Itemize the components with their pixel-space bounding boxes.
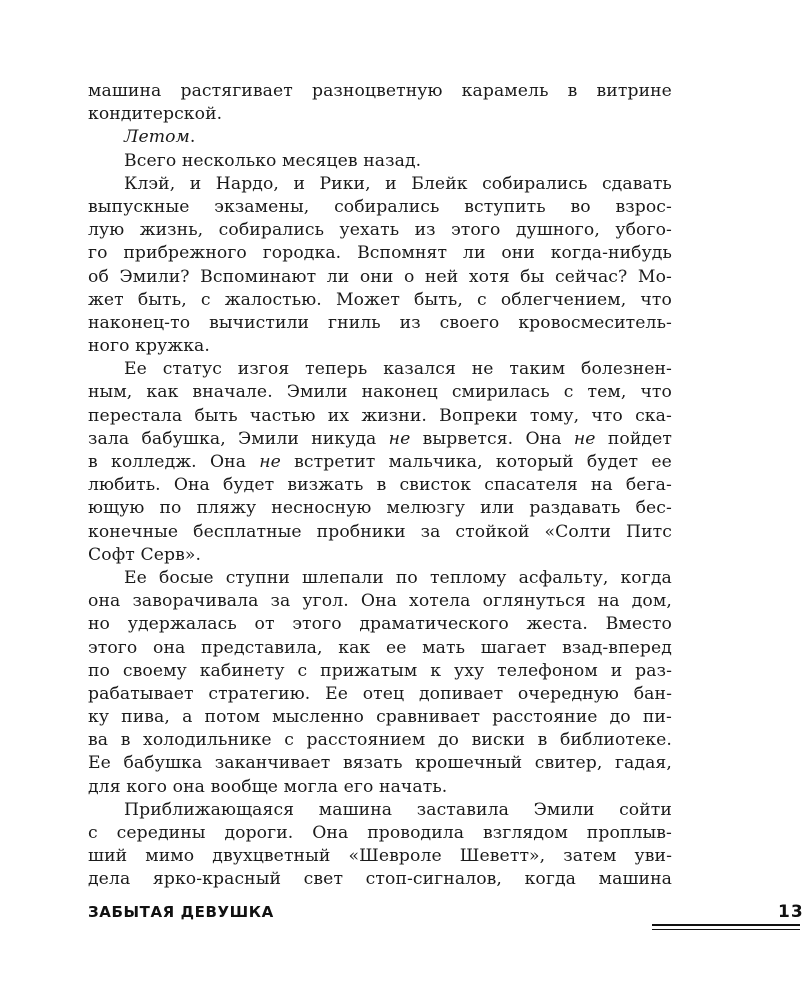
text-line — [88, 266, 672, 289]
word: и — [610, 660, 623, 681]
word: они — [501, 243, 535, 264]
word: по — [395, 567, 418, 588]
word: Эмили — [238, 428, 299, 449]
word: взглядом — [483, 823, 568, 843]
text-line — [88, 428, 672, 451]
word: болезнен- — [581, 359, 672, 380]
word: не — [388, 428, 411, 449]
word: бабушка, — [141, 428, 226, 449]
word: тому, — [529, 405, 580, 426]
word: до — [437, 730, 460, 751]
word: выпускные — [88, 196, 190, 217]
word: бес- — [635, 498, 672, 519]
word: не — [471, 359, 494, 380]
footer-rule-thin — [652, 929, 800, 930]
word: колледж. — [110, 452, 197, 472]
word: свитер, — [534, 753, 603, 774]
word: теплому — [429, 567, 507, 588]
word: в — [376, 475, 387, 496]
word: ска- — [635, 405, 672, 426]
word: с — [563, 382, 574, 403]
word: из — [414, 220, 436, 241]
word: мелюзгу — [386, 498, 466, 519]
word: с — [88, 823, 98, 843]
word: «Шевроле — [348, 846, 442, 867]
word: холодильнике — [143, 730, 272, 751]
word: Ее — [124, 567, 147, 588]
word: Она — [312, 823, 349, 843]
word: ярко-красный — [152, 869, 282, 890]
word: раз- — [635, 660, 672, 681]
word: двухцветный — [212, 846, 331, 867]
word: дороги. — [224, 823, 294, 843]
word: кружка. — [135, 336, 210, 357]
word: любить. — [88, 475, 161, 496]
word: никуда — [311, 428, 377, 449]
word: своему — [122, 660, 187, 681]
page-footer — [88, 900, 804, 932]
word: раздавать — [529, 498, 621, 519]
word: когда — [524, 869, 577, 890]
word: пляжу — [196, 498, 257, 519]
word: и — [189, 173, 202, 194]
text-line — [88, 521, 672, 544]
text-line — [88, 822, 672, 845]
word: ного — [88, 336, 130, 357]
word: несносную — [271, 498, 372, 519]
word: таким — [509, 359, 566, 380]
word: статус — [162, 359, 222, 380]
word: Вспоминают — [200, 266, 317, 287]
word: в — [120, 730, 131, 751]
word: но — [88, 614, 111, 635]
word: в — [88, 452, 98, 472]
word: драматического — [359, 614, 509, 635]
word: Она — [360, 591, 397, 612]
text-line — [88, 335, 672, 358]
word: уху — [454, 660, 485, 681]
word: жеста. — [526, 614, 588, 635]
word: ней — [424, 266, 459, 287]
word: крошечный — [415, 753, 523, 774]
word: назад. — [363, 150, 422, 171]
word: смирилась — [451, 382, 550, 403]
word: сравнивает — [376, 707, 481, 728]
text-line — [88, 497, 672, 520]
word: и — [293, 173, 306, 194]
word: шлепали — [301, 567, 384, 588]
word: Вместо — [605, 614, 672, 635]
word: асфальту, — [518, 567, 609, 588]
word: пи- — [642, 707, 672, 728]
word: заворачивала — [132, 591, 259, 612]
word: собирались — [482, 173, 588, 194]
word: как — [338, 637, 371, 658]
text-line — [88, 567, 672, 590]
word: для — [88, 776, 121, 797]
word: из — [399, 312, 421, 333]
word: затем — [563, 846, 617, 867]
word: быть — [194, 405, 238, 426]
word: по — [88, 660, 111, 681]
word: об — [88, 266, 109, 287]
text-line — [88, 126, 672, 149]
word: во — [570, 196, 591, 217]
word: и — [385, 173, 397, 194]
word: расстояние — [492, 707, 598, 728]
word: кого — [126, 776, 168, 797]
word: тем, — [587, 382, 627, 403]
word: телефоном — [497, 660, 598, 681]
text-line — [88, 196, 672, 219]
word: вступить — [464, 196, 546, 217]
text-line — [88, 752, 672, 775]
word: взад-вперед — [562, 637, 672, 658]
word: гадая, — [614, 753, 672, 774]
word: пробники — [316, 521, 406, 542]
word: уви- — [634, 846, 672, 867]
word: кабинету — [199, 660, 285, 681]
word: витрине — [596, 81, 672, 101]
word: разноцветную — [311, 81, 443, 101]
word: рабатывает — [88, 683, 194, 704]
body-text — [88, 80, 672, 892]
word: Ее — [88, 753, 111, 774]
word: ным, — [88, 382, 133, 403]
word: бан- — [633, 683, 672, 704]
word: босые — [158, 567, 214, 588]
word: очередную — [517, 683, 619, 704]
text-line — [88, 590, 672, 613]
word: ли — [462, 243, 486, 264]
word: проплыв- — [586, 823, 672, 843]
word: сдавать — [601, 173, 672, 194]
word: не — [573, 428, 596, 449]
word: когда-нибудь — [550, 243, 672, 264]
word: бега- — [625, 475, 672, 496]
word: уехать — [339, 220, 400, 241]
word: взрос- — [615, 196, 672, 217]
word: вязать — [342, 753, 403, 774]
word: стойкой — [455, 521, 530, 542]
text-line — [88, 845, 672, 868]
word: жет — [88, 289, 124, 310]
word: кондитерской. — [88, 104, 223, 125]
word: сойти — [619, 799, 672, 820]
word: на — [590, 475, 613, 496]
word: жизни. — [361, 405, 427, 426]
word: от — [254, 614, 275, 635]
word: собирались — [218, 220, 325, 241]
word: прибрежного — [123, 243, 247, 264]
word: потом — [204, 707, 261, 728]
word: растягивает — [180, 81, 293, 101]
word: заставила — [416, 799, 509, 820]
word: на — [597, 591, 620, 612]
word: Софт — [88, 544, 135, 565]
text-line — [88, 474, 672, 497]
word: Эмили — [286, 382, 348, 403]
text-line — [88, 358, 672, 381]
word: могла — [283, 776, 339, 797]
word: ступни — [225, 567, 290, 588]
text-line — [88, 80, 672, 103]
running-head: ЗАБЫТАЯ ДЕВУШКА — [88, 903, 274, 921]
word: в — [567, 81, 578, 101]
word: ее — [651, 452, 672, 472]
word: Питс — [625, 521, 672, 542]
word: что — [640, 382, 672, 403]
text-line — [88, 451, 672, 474]
word: или — [480, 498, 515, 519]
word: зала — [88, 428, 130, 449]
word: а — [182, 707, 193, 728]
word: оглянуться — [482, 591, 586, 612]
word: дела — [88, 869, 131, 890]
word: который — [495, 452, 574, 472]
word: за — [420, 521, 441, 542]
text-line — [88, 405, 672, 428]
word: хотела — [409, 591, 471, 612]
word: собирались — [334, 196, 440, 217]
word: Она — [525, 428, 562, 449]
word: мать — [422, 637, 466, 658]
word: свисток — [399, 475, 472, 496]
word: Рики, — [319, 173, 371, 194]
word: частью — [249, 405, 316, 426]
word: лую — [88, 220, 125, 241]
word: машина — [318, 799, 393, 820]
word: к — [430, 660, 442, 681]
word: отец — [362, 683, 405, 704]
word: конечные — [88, 521, 179, 542]
word: теперь — [305, 359, 368, 380]
word: несколько — [181, 150, 277, 171]
word: месяцев — [282, 150, 358, 171]
word: гниль — [328, 312, 381, 333]
word: Мо- — [637, 266, 672, 287]
text-line — [88, 544, 672, 567]
page-number: 13 — [778, 902, 804, 922]
word: шагает — [480, 637, 547, 658]
word: будет — [586, 452, 639, 472]
word: бы — [520, 266, 545, 287]
word: этого — [451, 220, 501, 241]
word: Может — [335, 289, 400, 310]
text-line — [88, 289, 672, 312]
word: вначале. — [192, 382, 273, 403]
word: мысленно — [272, 707, 364, 728]
word: их — [327, 405, 350, 426]
word: свет — [303, 869, 344, 890]
word: казался — [383, 359, 456, 380]
word: машина — [88, 81, 162, 101]
word: Всего — [124, 150, 177, 171]
word: этого — [292, 614, 342, 635]
text-line — [88, 776, 672, 799]
word: Летом. — [124, 127, 196, 148]
word: карамель — [461, 81, 549, 101]
word: ли — [326, 266, 350, 287]
word: допивает — [418, 683, 504, 704]
word: бабушка — [123, 753, 203, 774]
word: Серв». — [140, 544, 202, 565]
word: Вопреки — [439, 405, 518, 426]
word: вырвется. — [422, 428, 514, 449]
word: Блейк — [411, 173, 468, 194]
word: с — [297, 660, 308, 681]
word: с — [284, 730, 294, 751]
word: стоп-сигналов, — [365, 869, 502, 890]
word: пойдет — [607, 428, 672, 449]
text-line — [88, 637, 672, 660]
word: стратегию. — [208, 683, 311, 704]
word: за — [270, 591, 291, 612]
word: своего — [439, 312, 500, 333]
word: с — [200, 289, 211, 310]
word: будет — [223, 475, 275, 496]
word: дом, — [631, 591, 672, 612]
word: городка. — [262, 243, 342, 264]
text-line — [88, 312, 672, 335]
text-line — [88, 729, 672, 752]
text-line — [88, 242, 672, 265]
word: библиотеке. — [559, 730, 672, 751]
word: ку — [88, 707, 110, 728]
word: наконец-то — [88, 312, 191, 333]
word: быть, — [137, 289, 187, 310]
word: ва — [88, 730, 109, 751]
word: в — [537, 730, 548, 751]
word: когда — [620, 567, 672, 588]
word: машина — [598, 869, 672, 890]
word: Шеветт», — [459, 846, 546, 867]
word: удержалась — [127, 614, 237, 635]
word: «Солти — [544, 521, 612, 542]
word: вычистили — [209, 312, 310, 333]
word: виски — [471, 730, 526, 751]
word: пива, — [121, 707, 170, 728]
word: Она — [173, 475, 210, 496]
word: Вспомнят — [357, 243, 448, 264]
word: середины — [116, 823, 206, 843]
word: начать. — [379, 776, 448, 797]
word: Ее — [325, 683, 348, 704]
word: ший — [88, 846, 128, 867]
text-line — [88, 706, 672, 729]
word: перестала — [88, 405, 183, 426]
word: представила, — [201, 637, 323, 658]
word: Ее — [124, 359, 147, 380]
word: расстоянием — [306, 730, 426, 751]
word: наконец — [361, 382, 438, 403]
word: спасателя — [484, 475, 578, 496]
word: по — [159, 498, 182, 519]
word: с — [477, 289, 487, 310]
word: жалостью. — [224, 289, 322, 310]
word: проводила — [367, 823, 465, 843]
text-line — [88, 381, 672, 404]
text-line — [88, 103, 672, 126]
word: Эмили? — [119, 266, 190, 287]
word: его — [343, 776, 374, 797]
word: Эмили — [533, 799, 595, 820]
word: вообще — [210, 776, 279, 797]
text-line — [88, 173, 672, 196]
word: они — [359, 266, 394, 287]
word: быть, — [414, 289, 463, 310]
word: этого — [88, 637, 138, 658]
word: визжать — [287, 475, 364, 496]
word: хотя — [468, 266, 510, 287]
footer-rule — [652, 924, 800, 926]
word: го — [88, 243, 108, 264]
word: не — [259, 452, 281, 472]
word: о — [403, 266, 415, 287]
word: мальчика, — [388, 452, 483, 472]
word: заканчивает — [214, 753, 331, 774]
word: ее — [385, 637, 407, 658]
text-line — [88, 868, 672, 891]
word: ющую — [88, 498, 145, 519]
word: Она — [209, 452, 247, 472]
word: Приближающаяся — [124, 799, 295, 820]
text-line — [88, 613, 672, 636]
word: она — [88, 591, 121, 612]
word: кровосмеситель- — [518, 312, 672, 333]
word: как — [146, 382, 179, 403]
text-line — [88, 219, 672, 242]
word: изгоя — [237, 359, 290, 380]
text-line — [88, 150, 672, 173]
word: убого- — [615, 220, 672, 241]
word: встретит — [294, 452, 376, 472]
word: угол. — [302, 591, 349, 612]
word: жизнь, — [139, 220, 204, 241]
word: облегчением, — [500, 289, 627, 310]
word: до — [609, 707, 631, 728]
word: что — [640, 289, 672, 310]
word: экзамены, — [214, 196, 310, 217]
word: мимо — [145, 846, 195, 867]
text-line — [88, 683, 672, 706]
word: что — [591, 405, 623, 426]
word: она — [153, 637, 186, 658]
word: Клэй, — [124, 173, 176, 194]
text-line — [88, 660, 672, 683]
word: бесплатные — [193, 521, 302, 542]
word: сейчас? — [554, 266, 628, 287]
text-line — [88, 799, 672, 822]
word: она — [172, 776, 206, 797]
word: душного, — [515, 220, 600, 241]
word: Нардо, — [215, 173, 279, 194]
word: прижатым — [320, 660, 418, 681]
